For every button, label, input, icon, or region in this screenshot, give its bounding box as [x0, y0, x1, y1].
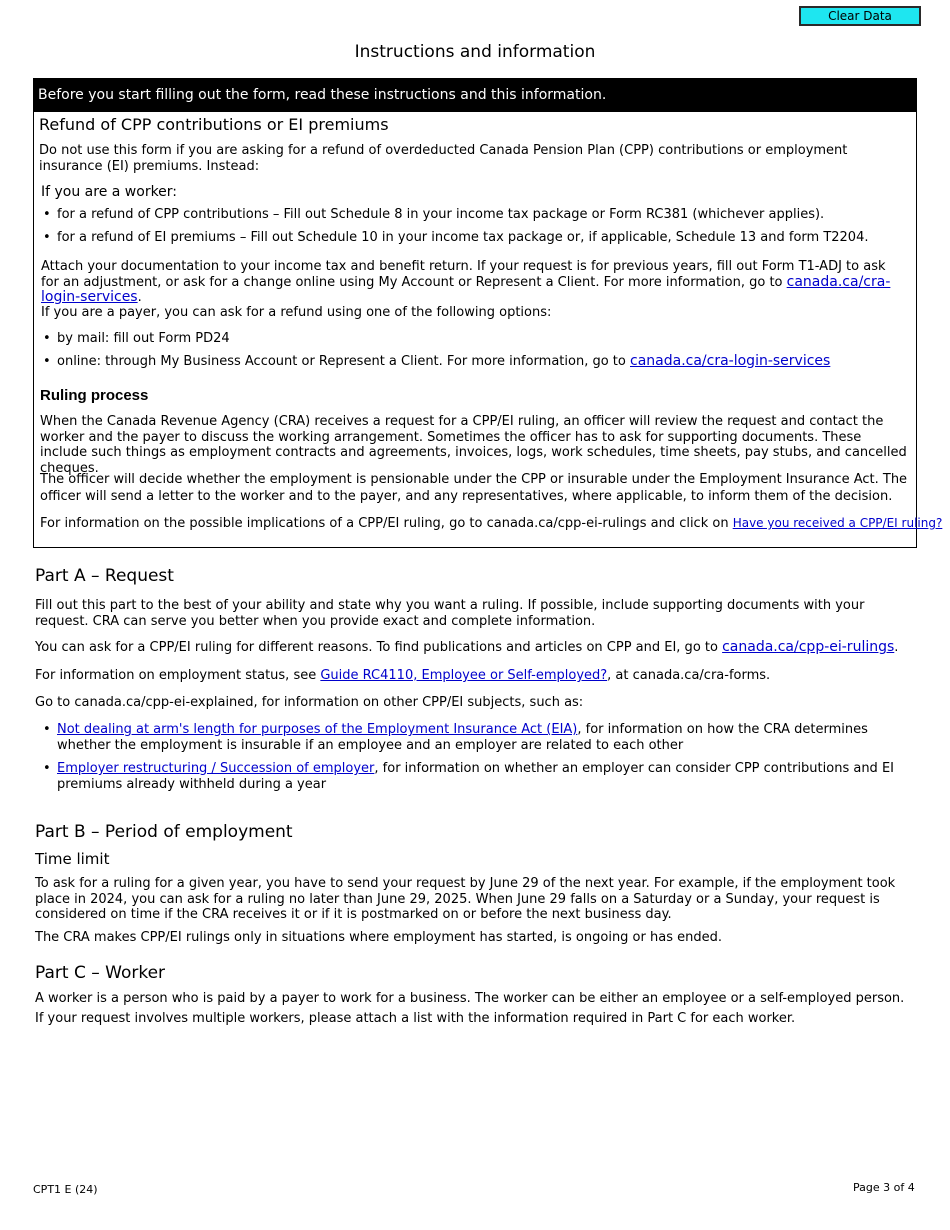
cpp-ei-rulings-link[interactable]: canada.ca/cpp-ei-rulings — [722, 639, 895, 655]
form-identifier: CPT1 E (24) — [33, 1183, 98, 1196]
part-a-list — [41, 722, 907, 792]
part-a-p2-text: You can ask for a CPP/EI ruling for different reasons. To find publications and articles on CPP and EI, go to — [35, 640, 718, 655]
list-item: • by mail: fill out Form PD24 — [41, 331, 911, 347]
part-b-paragraph-1: To ask for a ruling for a given year, you have to send your request by June 29 of the next year. For example, if the employment took place in 2024, you can ask for a ruling no later than June 29, 2025. When June 29 falls on a Saturday or a Sunday, your request is considered on time if the CRA receives it or if it is postmarked on or before the next business day. — [35, 876, 896, 922]
ruling-paragraph-2: The officer will decide whether the employment is pensionable under the CPP or insurable under the Employment Insurance Act. The officer will send a letter to the worker and to the payer, and any representatives, where applicable, to inform them of the decision. — [40, 472, 908, 504]
list-item — [41, 722, 907, 753]
part-a-p3-pre: For information on employment status, see — [35, 668, 317, 683]
part-c-heading: Part C – Worker — [35, 963, 166, 983]
attach-paragraph: Attach your documentation to your income tax and benefit return. If your request is for previous years, fill out Form T1-ADJ to ask for an adjustment, or ask for a change online using My Account or Represent a Client. For more information, go to canada.ca/cra-login-services. — [41, 259, 891, 305]
list-item: • for a refund of CPP contributions – Fill out Schedule 8 in your income tax package or Form RC381 (whichever applies). — [41, 207, 911, 223]
attach-text: Attach your documentation to your income tax and benefit return. If your request is for previous years, fill out Form T1-ADJ to ask for an adjustment, or ask for a change online using My Account or Represent a Client. For more information, go to — [41, 259, 886, 290]
worker-label: If you are a worker: — [41, 184, 178, 200]
refund-intro: Do not use this form if you are asking for a refund of overdeducted Canada Pension Plan (CPP) contributions or employment insurance (EI) premiums. Instead: — [39, 143, 848, 174]
payer-list — [41, 331, 911, 369]
part-a-paragraph-2: You can ask for a CPP/EI ruling for different reasons. To find publications and articles on CPP and EI, go to canada.ca/cpp-ei-rulings. — [35, 639, 899, 655]
ruling-p3-text: For information on the possible implications of a CPP/EI ruling, go to canada.ca/cpp-ei-rulings and click on — [40, 516, 729, 531]
part-c-paragraph-2: If your request involves multiple workers, please attach a list with the information required in Part C for each worker. — [35, 1011, 796, 1026]
part-a-paragraph-4: Go to canada.ca/cpp-ei-explained, for information on other CPP/EI subjects, such as: — [35, 695, 584, 710]
cpp-ei-ruling-link[interactable]: Have you received a CPP/EI ruling? — [732, 516, 943, 530]
part-a-paragraph-3 — [35, 668, 915, 684]
part-a-p3-post: , at canada.ca/cra-forms. — [607, 668, 771, 683]
part-a-paragraph-1: Fill out this part to the best of your ability and state why you want a ruling. If possible, include supporting documents with your request. CRA can serve you better when you provide exact and complete information. — [35, 598, 865, 629]
item-1-text: , for information on how the CRA determines whether the employment is insurable if an employee and an employer are related to each other — [57, 722, 868, 753]
clear-data-button[interactable]: Clear Data — [799, 6, 921, 26]
page-number: Page 3 of 4 — [853, 1181, 915, 1194]
part-a-heading: Part A – Request — [35, 566, 174, 586]
payer-label: If you are a payer, you can ask for a refund using one of the following options: — [41, 305, 552, 320]
instructions-header: Before you start filling out the form, read these instructions and this information. — [34, 79, 916, 112]
refund-heading: Refund of CPP contributions or EI premiums — [39, 115, 389, 134]
ruling-paragraph-3 — [40, 516, 943, 532]
part-b-paragraph-2: The CRA makes CPP/EI rulings only in situations where employment has started, is ongoing or has ended. — [35, 930, 722, 945]
employer-restructuring-link[interactable]: Employer restructuring / Succession of employer — [57, 761, 375, 776]
item-2-text: , for information on whether an employer can consider CPP contributions and EI premiums already withheld during a year — [57, 761, 894, 792]
guide-rc4110-link[interactable]: Guide RC4110, Employee or Self-employed? — [320, 668, 608, 683]
worker-list — [41, 207, 911, 245]
cra-login-services-link-2[interactable]: canada.ca/cra-login-services — [630, 352, 831, 369]
instructions-box — [33, 78, 943, 548]
arms-length-link[interactable]: Not dealing at arm's length for purposes of the Employment Insurance Act (EIA) — [57, 722, 578, 737]
time-limit-subheading: Time limit — [35, 850, 110, 868]
part-c-paragraph-1: A worker is a person who is paid by a payer to work for a business. The worker can be either an employee or a self-employed person. — [35, 991, 905, 1006]
ruling-heading: Ruling process — [40, 387, 149, 404]
page-title: Instructions and information — [354, 42, 596, 62]
part-b-heading: Part B – Period of employment — [35, 822, 293, 842]
ruling-paragraph-1: When the Canada Revenue Agency (CRA) receives a request for a CPP/EI ruling, an officer will review the request and contact the worker and the payer to discuss the working arrangement. Sometimes the officer has to ask for supporting documents. These include such things as employment contracts and agreements, invoices, logs, work schedules, time sheets, pay stubs, and cancelled cheques. — [40, 414, 907, 476]
cra-login-services-link[interactable]: canada.ca/cra-login-services — [41, 273, 891, 305]
list-item: • for a refund of EI premiums – Fill out Schedule 10 in your income tax package or, if applicable, Schedule 13 and form T2204. — [41, 230, 911, 246]
list-item — [41, 761, 907, 792]
list-item — [41, 354, 911, 370]
payer-item-text: online: through My Business Account or Represent a Client. For more information, go to — [57, 353, 626, 369]
